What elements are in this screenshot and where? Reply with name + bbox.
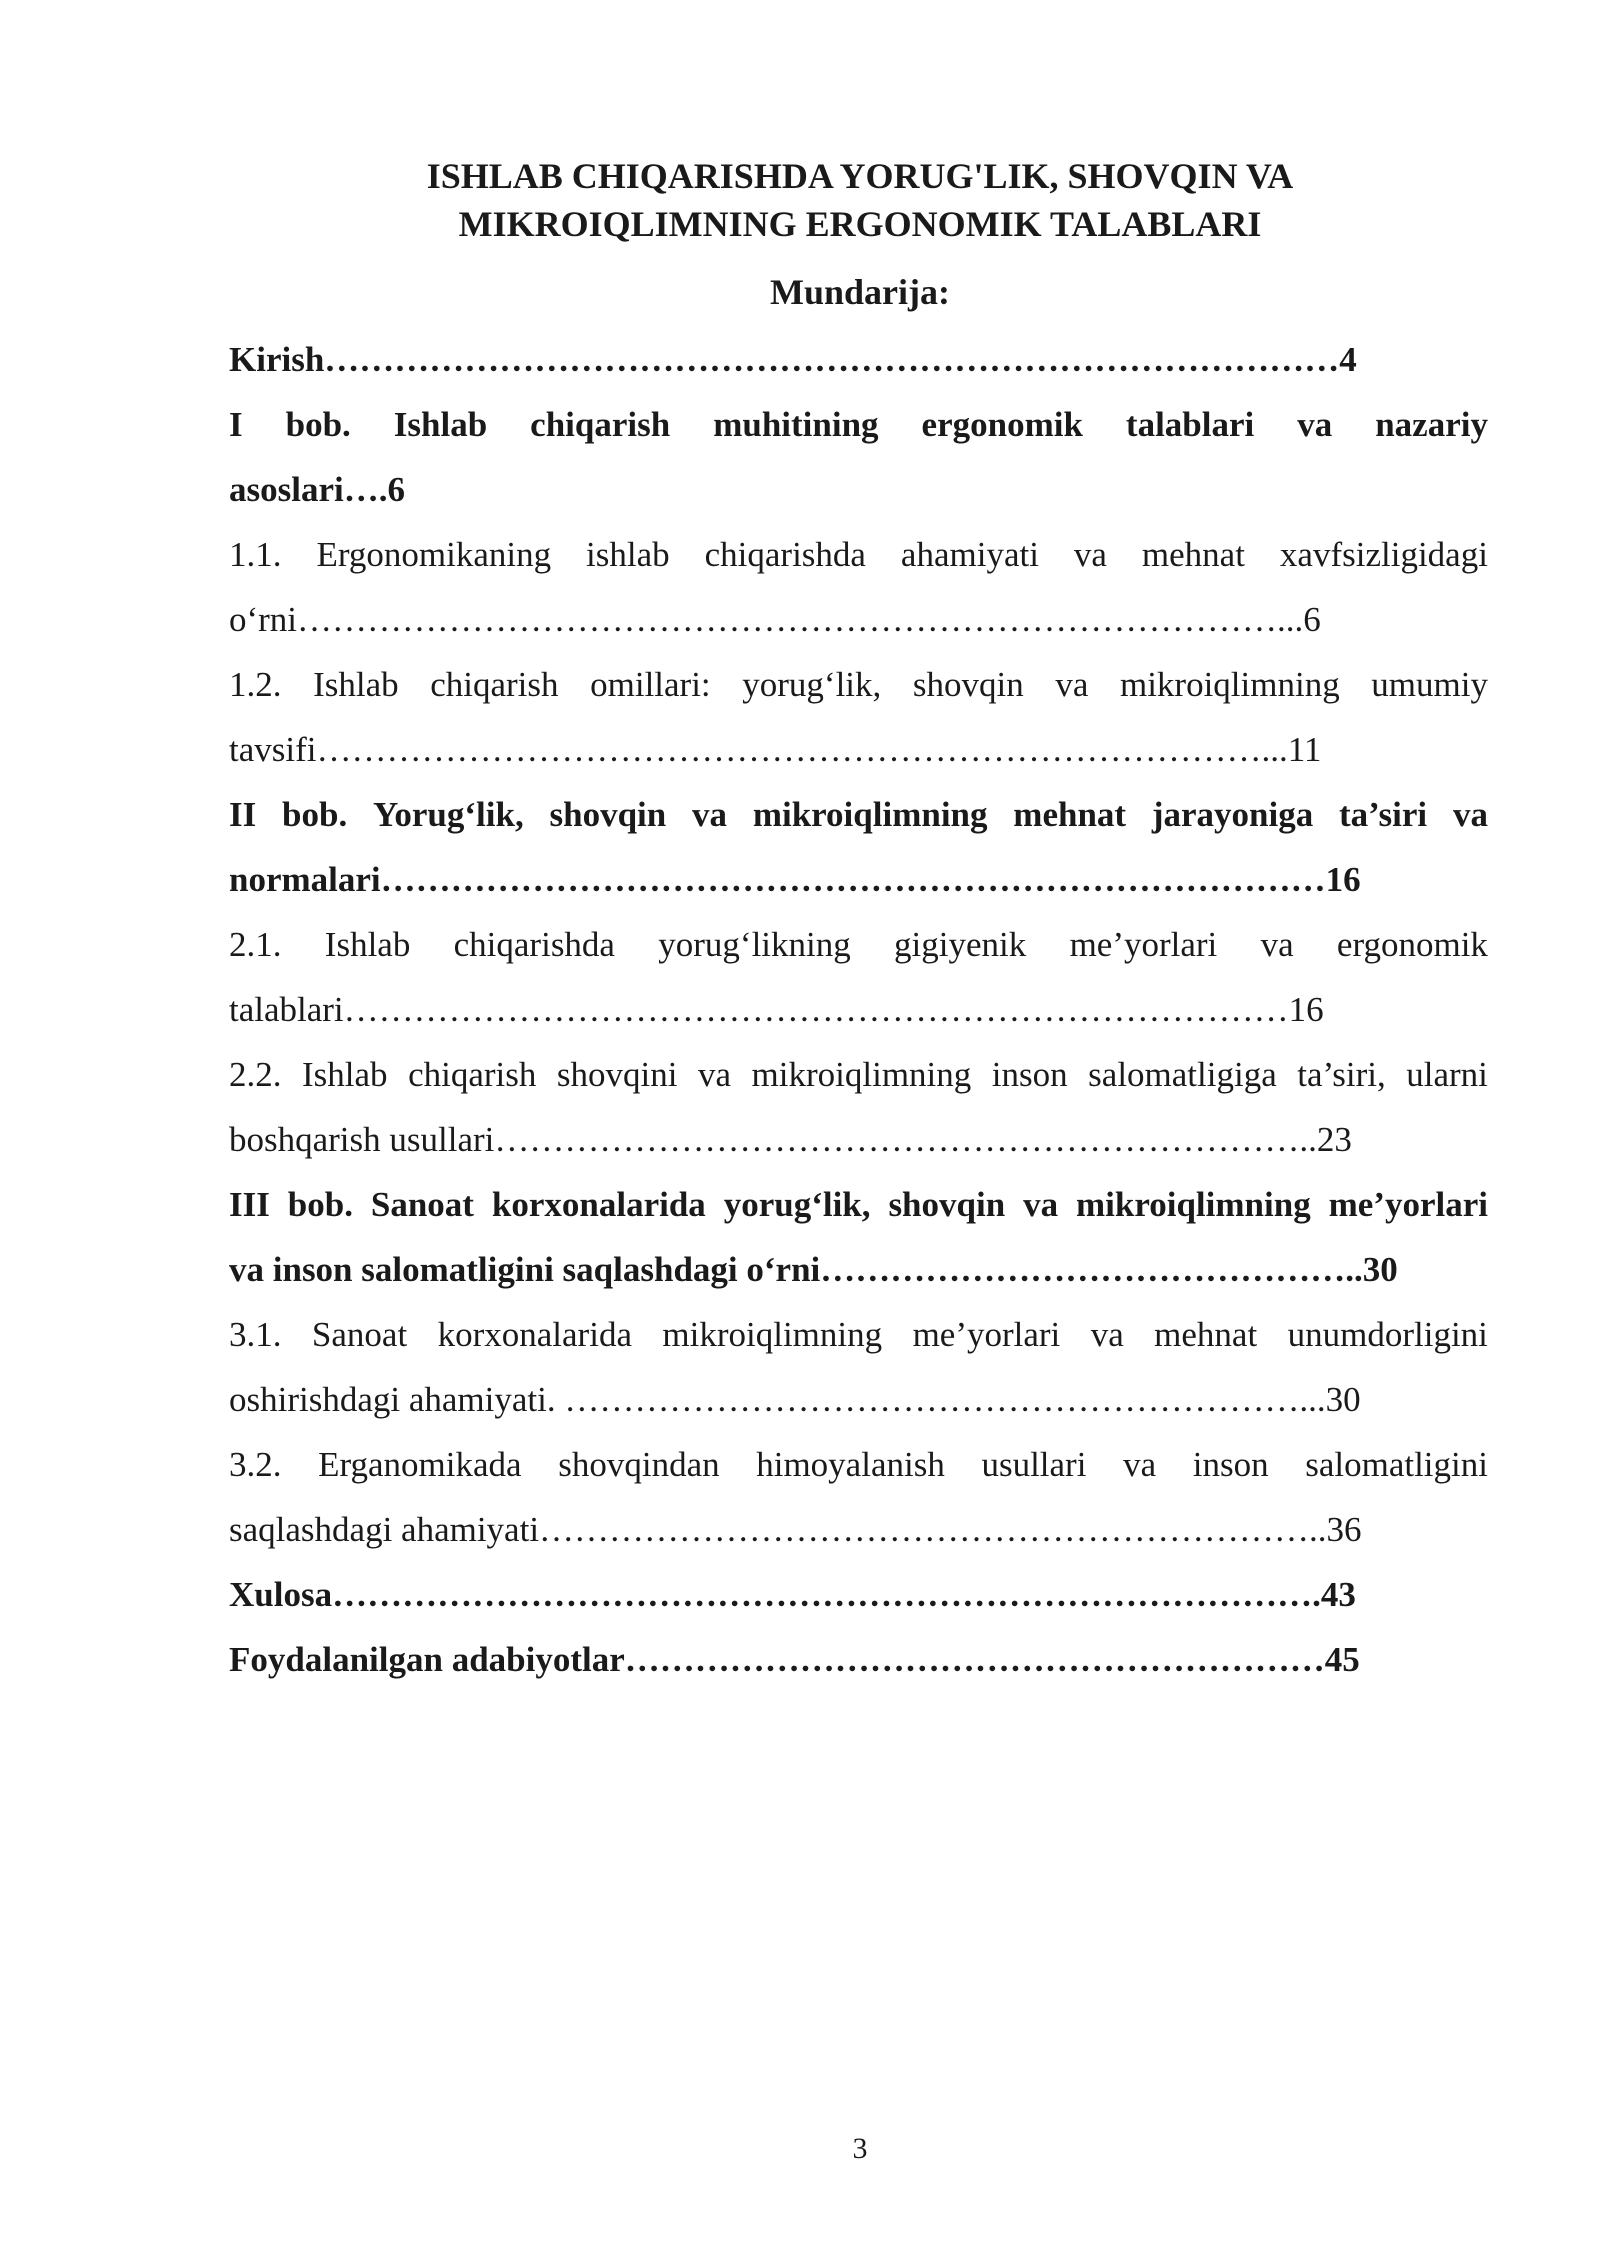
toc-word: bob. <box>285 405 351 444</box>
toc-entry-1-2 <box>229 661 1488 726</box>
toc-word: talablari <box>1125 405 1255 444</box>
toc-entry-2-2 <box>229 1051 1488 1116</box>
toc-entry-foydalanilgan-adabiyotlar: Foydalanilgan adabiyotlar……………………………………………………45 <box>229 1640 1360 1679</box>
toc-word: mikroiqlimning <box>1119 665 1340 704</box>
toc-word: shovqini <box>556 1055 678 1094</box>
toc-word: mehnat <box>1013 795 1127 834</box>
toc-word: unumdorligini <box>1287 1315 1488 1354</box>
toc-word: 1.1. <box>229 535 282 574</box>
toc-word: va <box>697 1055 732 1094</box>
toc-word: yorug‘lik, <box>742 665 882 704</box>
toc-heading: Mundarija: <box>770 272 950 312</box>
toc-word: II <box>229 795 257 834</box>
toc-word: Ergonomikaning <box>316 535 552 574</box>
toc-word: 2.2. <box>229 1055 282 1094</box>
toc-word: salomatligini <box>1305 1445 1488 1484</box>
toc-entry-chapter-1 <box>229 401 1488 466</box>
toc-word: mehnat <box>1154 1315 1258 1354</box>
page-number: 3 <box>852 2132 868 2165</box>
toc-word: va <box>1123 1445 1157 1484</box>
toc-word: chiqarishda <box>453 925 615 964</box>
toc-entry-chapter-2-cont: normalari………………………………………………………………………16 <box>229 860 1361 899</box>
toc-word: mikroiqlimning <box>752 795 988 834</box>
toc-word: jarayoniga <box>1151 795 1314 834</box>
toc-word: 1.2. <box>229 665 282 704</box>
toc-entry-2-1-cont: talablari………………………………………………………………………16 <box>229 990 1324 1029</box>
toc-entry-chapter-3-cont: va inson salomatligini saqlashdagi o‘rni………………………………………..30 <box>229 1250 1398 1289</box>
toc-entry-chapter-3 <box>229 1181 1488 1246</box>
toc-word: omillari: <box>590 665 711 704</box>
toc-entry-1-1 <box>229 531 1488 596</box>
toc-word: chiqarish <box>408 1055 537 1094</box>
toc-word: Ishlab <box>313 665 399 704</box>
toc-word: himoyalanish <box>756 1445 945 1484</box>
toc-word: Ishlab <box>393 405 488 444</box>
toc-word: va <box>1090 1315 1124 1354</box>
toc-entry-2-1 <box>229 921 1488 986</box>
toc-entry-chapter-1-cont: asoslari….6 <box>229 470 405 509</box>
toc-word: ularni <box>1406 1055 1488 1094</box>
toc-word: 3.1. <box>229 1315 282 1354</box>
toc-word: inson <box>1192 1445 1269 1484</box>
toc-word: salomatligiga <box>1088 1055 1277 1094</box>
toc-word: korxonalarida <box>437 1315 632 1354</box>
toc-entry-2-2-cont: boshqarish usullari……………………………………………………………..23 <box>229 1120 1352 1159</box>
toc-word: ergonomik <box>1336 925 1488 964</box>
toc-word: va <box>1055 665 1089 704</box>
toc-word: va <box>1452 795 1488 834</box>
toc-word: chiqarish <box>530 405 671 444</box>
toc-word: Ishlab <box>302 1055 388 1094</box>
toc-word: va <box>692 795 728 834</box>
toc-entry-3-1-cont: oshirishdagi ahamiyati. ………………………………………………………...30 <box>229 1380 1361 1419</box>
toc-word: 3.2. <box>229 1445 282 1484</box>
toc-word: ta’siri, <box>1297 1055 1386 1094</box>
toc-word: I <box>229 405 243 444</box>
title-line-2: MIKROIQLIMNING ERGONOMIK TALABLARI <box>458 204 1262 244</box>
toc-word: mikroiqlimning <box>751 1055 972 1094</box>
toc-entry-3-2-cont: saqlashdagi ahamiyati…………………………………………………………..36 <box>229 1510 1362 1549</box>
toc-word: xavfsizligidagi <box>1279 535 1488 574</box>
toc-word: inson <box>991 1055 1068 1094</box>
toc-word: mikroiqlimning <box>662 1315 883 1354</box>
toc-word: me’yorlari <box>1328 1185 1488 1224</box>
toc-word: mikroiqlimning <box>1076 1185 1311 1224</box>
toc-word: III <box>229 1185 270 1224</box>
toc-word: chiqarish <box>430 665 559 704</box>
toc-word: va <box>1297 405 1333 444</box>
toc-word: yorug‘lik, <box>723 1185 871 1224</box>
toc-word: bob. <box>287 1185 353 1224</box>
toc-word: ahamiyati <box>900 535 1039 574</box>
toc-word: va <box>1023 1185 1059 1224</box>
toc-word: muhitining <box>713 405 879 444</box>
toc-word: shovqin <box>549 795 667 834</box>
toc-word: shovqin <box>912 665 1024 704</box>
toc-word: me’yorlari <box>912 1315 1061 1354</box>
document-title <box>0 152 1600 248</box>
toc-word: shovqin <box>888 1185 1006 1224</box>
table-of-contents <box>229 336 1488 1701</box>
toc-entry-chapter-2 <box>229 791 1488 856</box>
toc-entry-kirish: Kirish……………………………………………………………………………4 <box>229 340 1357 379</box>
toc-word: umumiy <box>1371 665 1488 704</box>
toc-word: korxonalarida <box>491 1185 706 1224</box>
toc-word: mehnat <box>1141 535 1245 574</box>
toc-entry-1-2-cont: tavsifi………………………………………………………………………...11 <box>229 730 1322 769</box>
toc-word: Yorug‘lik, <box>373 795 524 834</box>
toc-word: yorug‘likning <box>658 925 851 964</box>
toc-word: va <box>1260 925 1294 964</box>
toc-word: Sanoat <box>311 1315 408 1354</box>
toc-word: ergonomik <box>921 405 1083 444</box>
toc-word: me’yorlari <box>1069 925 1218 964</box>
toc-word: shovqindan <box>558 1445 720 1484</box>
toc-word: Ishlab <box>324 925 411 964</box>
toc-word: va <box>1073 535 1107 574</box>
toc-word: 2.1. <box>229 925 282 964</box>
toc-word: ishlab <box>586 535 670 574</box>
toc-word: chiqarishda <box>704 535 866 574</box>
toc-word: Sanoat <box>370 1185 474 1224</box>
toc-word: usullari <box>981 1445 1087 1484</box>
toc-word: Erganomikada <box>318 1445 522 1484</box>
toc-entry-3-2 <box>229 1441 1488 1506</box>
toc-entry-xulosa: Xulosa………………………………………………………………………….43 <box>229 1575 1356 1614</box>
title-line-1: ISHLAB CHIQARISHDA YORUG'LIK, SHOVQIN VA <box>426 156 1294 196</box>
toc-word: nazariy <box>1375 405 1488 444</box>
toc-word: ta’siri <box>1339 795 1428 834</box>
toc-entry-3-1 <box>229 1311 1488 1376</box>
toc-word: gigiyenik <box>894 925 1027 964</box>
toc-entry-1-1-cont: o‘rni…………………………………………………………………………...6 <box>229 600 1321 639</box>
toc-word: bob. <box>282 795 348 834</box>
